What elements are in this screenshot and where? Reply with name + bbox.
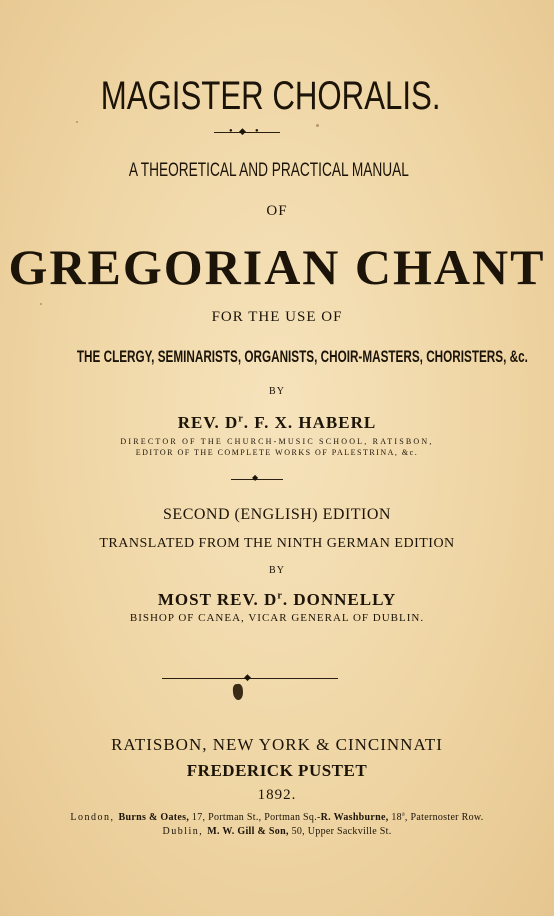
publication-year: 1892. (257, 787, 297, 803)
paper-speck (76, 121, 78, 123)
imprint-dublin (0, 826, 554, 837)
author-name (0, 413, 554, 433)
imprint-london-firm: Burns & Oates, (118, 812, 190, 823)
imprint-london-sup: a (401, 811, 405, 818)
translated-line: TRANSLATED FROM THE NINTH GERMAN EDITION (99, 536, 455, 551)
fleuron-icon (232, 684, 243, 701)
publisher-cities: RATISBON, NEW YORK & CINCINNATI (111, 735, 443, 754)
imprint-dublin-rest: 50, Upper Sackville St. (288, 826, 392, 837)
imprint-london-address: 17, Portman St., Portman Sq.- (189, 812, 321, 823)
author-sup: r (238, 413, 244, 425)
author-title-line-1: DIRECTOR OF THE CHURCH-MUSIC SCHOOL, RATISBON, (120, 437, 434, 446)
by-label: BY (269, 565, 285, 576)
translator-sup: r (277, 590, 283, 602)
author-prefix: REV. D (177, 413, 239, 432)
translator-name-text: . DONNELLY (282, 590, 397, 609)
translator-prefix: MOST REV. D (157, 590, 278, 609)
imprint-dublin-city: Dublin, (162, 826, 208, 837)
imprint-london-rest: , Paternoster Row. (404, 812, 484, 823)
imprint-london-city: London, (70, 812, 119, 823)
imprint-london (0, 812, 554, 823)
paper-speck (316, 124, 319, 127)
book-subtitle: A THEORETICAL AND PRACTICAL MANUAL (128, 160, 409, 181)
imprint-london-firm-2: R. Washburne, (320, 812, 389, 823)
imprint-dublin-firm: M. W. Gill & Son, (207, 826, 289, 837)
subtitle-of: OF (266, 203, 288, 219)
publisher-ornament-diamond-icon: ◆ (244, 672, 251, 682)
title-ornament-dot-icon: ● (255, 128, 259, 134)
translator-title: BISHOP OF CANEA, VICAR GENERAL OF DUBLIN. (129, 612, 425, 624)
title-ornament-diamond-icon: ◆ (239, 126, 246, 136)
translator-name (0, 590, 554, 610)
book-title: MAGISTER CHORALIS. (100, 74, 441, 118)
edition-line: SECOND (ENGLISH) EDITION (163, 506, 391, 523)
paper-speck (40, 303, 42, 305)
author-ornament-diamond-icon: ◆ (252, 473, 259, 482)
by-label: BY (269, 386, 285, 397)
for-use-line: FOR THE USE OF (211, 309, 343, 325)
author-title-line-2: EDITOR OF THE COMPLETE WORKS OF PALESTRINA, &c. (135, 448, 419, 457)
audience-line: THE CLERGY, SEMINARISTS, ORGANISTS, CHOIR-MASTERS, CHORISTERS, &c. (76, 347, 528, 366)
main-title: GREGORIAN CHANT (8, 239, 546, 295)
title-ornament-dot-icon: ● (229, 128, 233, 134)
title-ornament-rule (214, 132, 280, 133)
author-name-text: . F. X. HABERL (243, 413, 377, 432)
imprint-london-number: 18 (388, 812, 402, 823)
publisher-name: FREDERICK PUSTET (186, 761, 368, 780)
